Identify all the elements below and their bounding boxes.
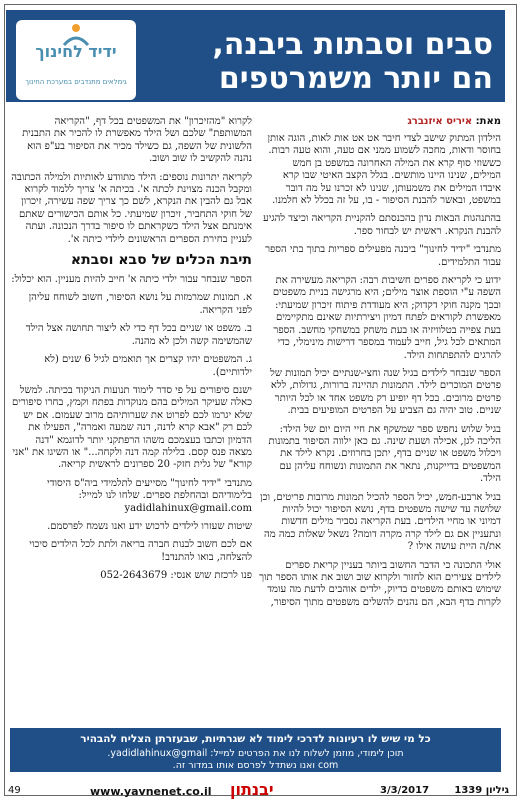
article-column-left <box>10 116 252 716</box>
paragraph: לקריאה יתרונות נוספים: הילד מתוודע לאותיות ולמילה הכתובה ומקבל הכנה מצוינת לכתה א'. בכיתה א' צריך ללמוד לקרוא אבל גם להבין את הנקרא, לשם כך צריך שפה עשירה, זיכרון של חוקי התחביר, זיכרון שמיעתי. כל אותם הכישורים שאתם אימנתם אצל הילד כשקראתם לו סיפור בדרך הנכונה. ועתה לעניין בחירת הספרים הראשונים לילדי כיתה א'. <box>11 171 252 245</box>
title-line-2: הם יותר משמרטפים <box>218 61 493 96</box>
article-column-right <box>259 116 501 716</box>
paragraph: ידוע כי לקריאת ספרים חשיבות רבה: הקריאה מעשירה את השפה ע"י הוספת אוצר מילים; היא מרגישה בניית משפטים ובכך מקנה חוקי דקדוק; היא מעודדת פיתוח זיכרון שמיעתי: מאפשרת לקוראים לפתח דמיון ויצירתיות שאינם מתקיימים בעת צפייה בטלוויזיה או בעת משחק במשחקי מחשב. הספר המתאים לכל גיל, חייב לעמוד במספר דרישות מינימלי, כדי להרגים להתפתחות הילד. <box>272 275 501 361</box>
paragraph: הספר שנבחר עבור ילדי כיתה א' חייב להיות מעניין. הוא יכלול: <box>11 274 252 286</box>
issue-date: 3/3/2017 <box>380 785 430 796</box>
title-line-1: סבים וסבתות ביבנה, <box>212 27 493 62</box>
banner-line-1: כל מי שיש לו רעיונות לדרכי לימוד לא שגרתיות, שבעזרתן הצליח להבהיר <box>80 733 431 745</box>
banner-line-2: תוכן לימודי, מוזמן לשלוח לנו את הפרטים למייל: yadidlahinux@gmail. <box>107 748 404 759</box>
website-url: www.yavnenet.co.il <box>90 785 212 798</box>
paragraph: אולי התכונה כי הדבר החשוב ביותר בעניין קריאת ספרים לילדים צעירים הוא לחזור ולקרוא שוב ושוב את אותו הספר תוך שימוש באותם משפטים בדיוק, ילדים אוהבים לדעת מה עומד לקרות בדף הבא, הם נהנים להשלים משפטים מתוך הסיפור, <box>259 559 501 608</box>
contact-line: פנו לרכזת שוש אנסי: 052-2643679 <box>100 570 252 582</box>
page-footer <box>0 778 519 800</box>
paragraph: אם לכם חשוב לבנות חברה בריאה ולתת לכל הילדים סיכוי להצלחה, בואו להתנדב! <box>29 539 252 563</box>
call-to-action-banner <box>10 728 501 772</box>
byline-name: איריס איזנברג <box>407 116 473 127</box>
paragraph: בגיל שלוש נחפש ספר שמשקף את חיי היום יום של הילד: הליכה לגן, אכילה ושעת שינה. גם כאן ילווה הסיפור בתמונות ויכלול משפט או שניים בדף, יתכן בחרוזים. נקרא לילד את המשפטים בדייקנות, נתאר את התמונות ונשוחח עליהן עם הילד. <box>268 423 501 485</box>
page-title <box>133 28 493 96</box>
logo-tagline: גימלאים מתנדבים במערכת החינוך <box>25 78 127 86</box>
paragraph: ישנם סיפורים על פי סדר לימוד תנועות הניקוד בכיתה. למשל כאלה שעיקר המילים בהם מנוקדות בפתח וקמץ, בחרו סיפורים שלא יגרמו לכם לפרוט את שערותיהם מרוב שעמום. אם יש לכם רק "אבא קרא לדנה, דנה שמעה ואמרה", הפעילו את הדמיון וכתבו בעצמכם משהו הרפתקני יותר לדוגמא "דנה מצאה פנס קסם. בלילה קמה דנה ולקחה..." או השיגו את "אני קורא" של גלית חזק- 20 ספרונים לראשית קריאה. <box>12 384 252 471</box>
page-number: 49 <box>8 785 21 796</box>
list-item: ג. המשפטים יהיו קצרים אך תואמים לגיל 6 שנים (לא ילדותיים). <box>44 354 252 378</box>
paragraph: הספר שנבחר לילדים בגיל שנה וחצי-שנתיים יכיל תמונות של פרטים המוכרים לילד. התמונות תהיינה ברורות, גדולות, ללא פרטים מרובים. בכל דף יופיע רק משפט אחד או לכל היותר שניים. טוב יהיה גם הצביע על הפרטים המופיעים בבית. <box>270 367 501 417</box>
paragraph: לקרוא "מהזיכרון" את המשפטים בכל דף, "הקריאה המשותפת" שלכם ושל הילד מאפשרת לו להכיר את התבנית הלשונית של השפה, גם כשילד מכיר את הסיפור בע"פ הוא נהנה להקשיב לו שוב ושוב. <box>22 116 252 165</box>
logo <box>16 20 136 100</box>
header-banner <box>6 10 505 102</box>
brand-logo: יבנתון <box>230 780 274 799</box>
byline-label: מאת: <box>475 116 501 127</box>
byline <box>259 116 501 127</box>
paragraph: בגיל ארבע-חמש, יכיל הספר להכיל תמונות מרובות פריטים, וכן שלושה עד שישה משפטים בדף, נושא הסיפור יכול להיות דמיוני או מחיי הילדים. בעת הקריאה נסביר מילים חדשות ונתעניין אם גם לילד קרה מקרה דומה? נשאל שאלות כמה מה את/ה היית עושה אילו ? <box>260 491 501 553</box>
article-columns <box>10 116 501 716</box>
list-item: ב. משפט או שניים בכל דף כדי לא ליצור תחושה אצל הילד שהמשימה קשה ולכן לא מהנה. <box>25 323 252 347</box>
paragraph: הילדון המתוק שישב לצדי חיבר אט אט אות לאות, הוגה אותן בחוסר ודאות, מחכה לשמוע ממני אם טעה, והוא טעה רבות. כששוזי סוף קרא את המילה האחרונה במשפט בן חמש המילים, שנינו היינו מותשים. בגלל הקצב האיטי שבו קרא איבדו המילים את משמעותן, שנינו לא זכרנו על מה דובר במשפט, ובאשר להבנת הסיפור - בו, על זה בכלל לא חלמנו. <box>267 133 501 207</box>
paragraph: שיטות שעזרו לילדים לרכוש ידע ואנו נשמח לפרסמם. <box>47 520 252 532</box>
paragraph: מתנדבי "ידיד לחינוך" מסייעים לתלמידי ביה"ס היסודי בלימודיהם ובהחלפת ספרים. שלחו לנו למייל: yadidlahinux@gmail.com <box>47 477 252 514</box>
logo-text: ידיד לחינוך <box>35 42 117 61</box>
subheading: תיבת הכלים של סבא וסבתא <box>70 252 252 269</box>
issue-number: גיליון 1339 <box>454 785 509 796</box>
paragraph: בהתנהגות הבאות נדון בהכנסתם להקניית הקריאה וכיצד להגיע להבנת הנקרא. ראשית יש לבחור ספר. <box>263 213 501 237</box>
paragraph: מתנדבי "ידיד לחינוך" ביבנה מפעילים ספריות בתוך בתי הספר עבור התלמידים. <box>265 244 501 268</box>
list-item: א. תמונות שמרמזות על נושא הסיפור, חשוב לשוחח עליהן לפני הקריאה. <box>28 292 252 316</box>
banner-line-3: com ואנו נשתדל לפרסם אותו במדור זה. <box>172 760 339 771</box>
